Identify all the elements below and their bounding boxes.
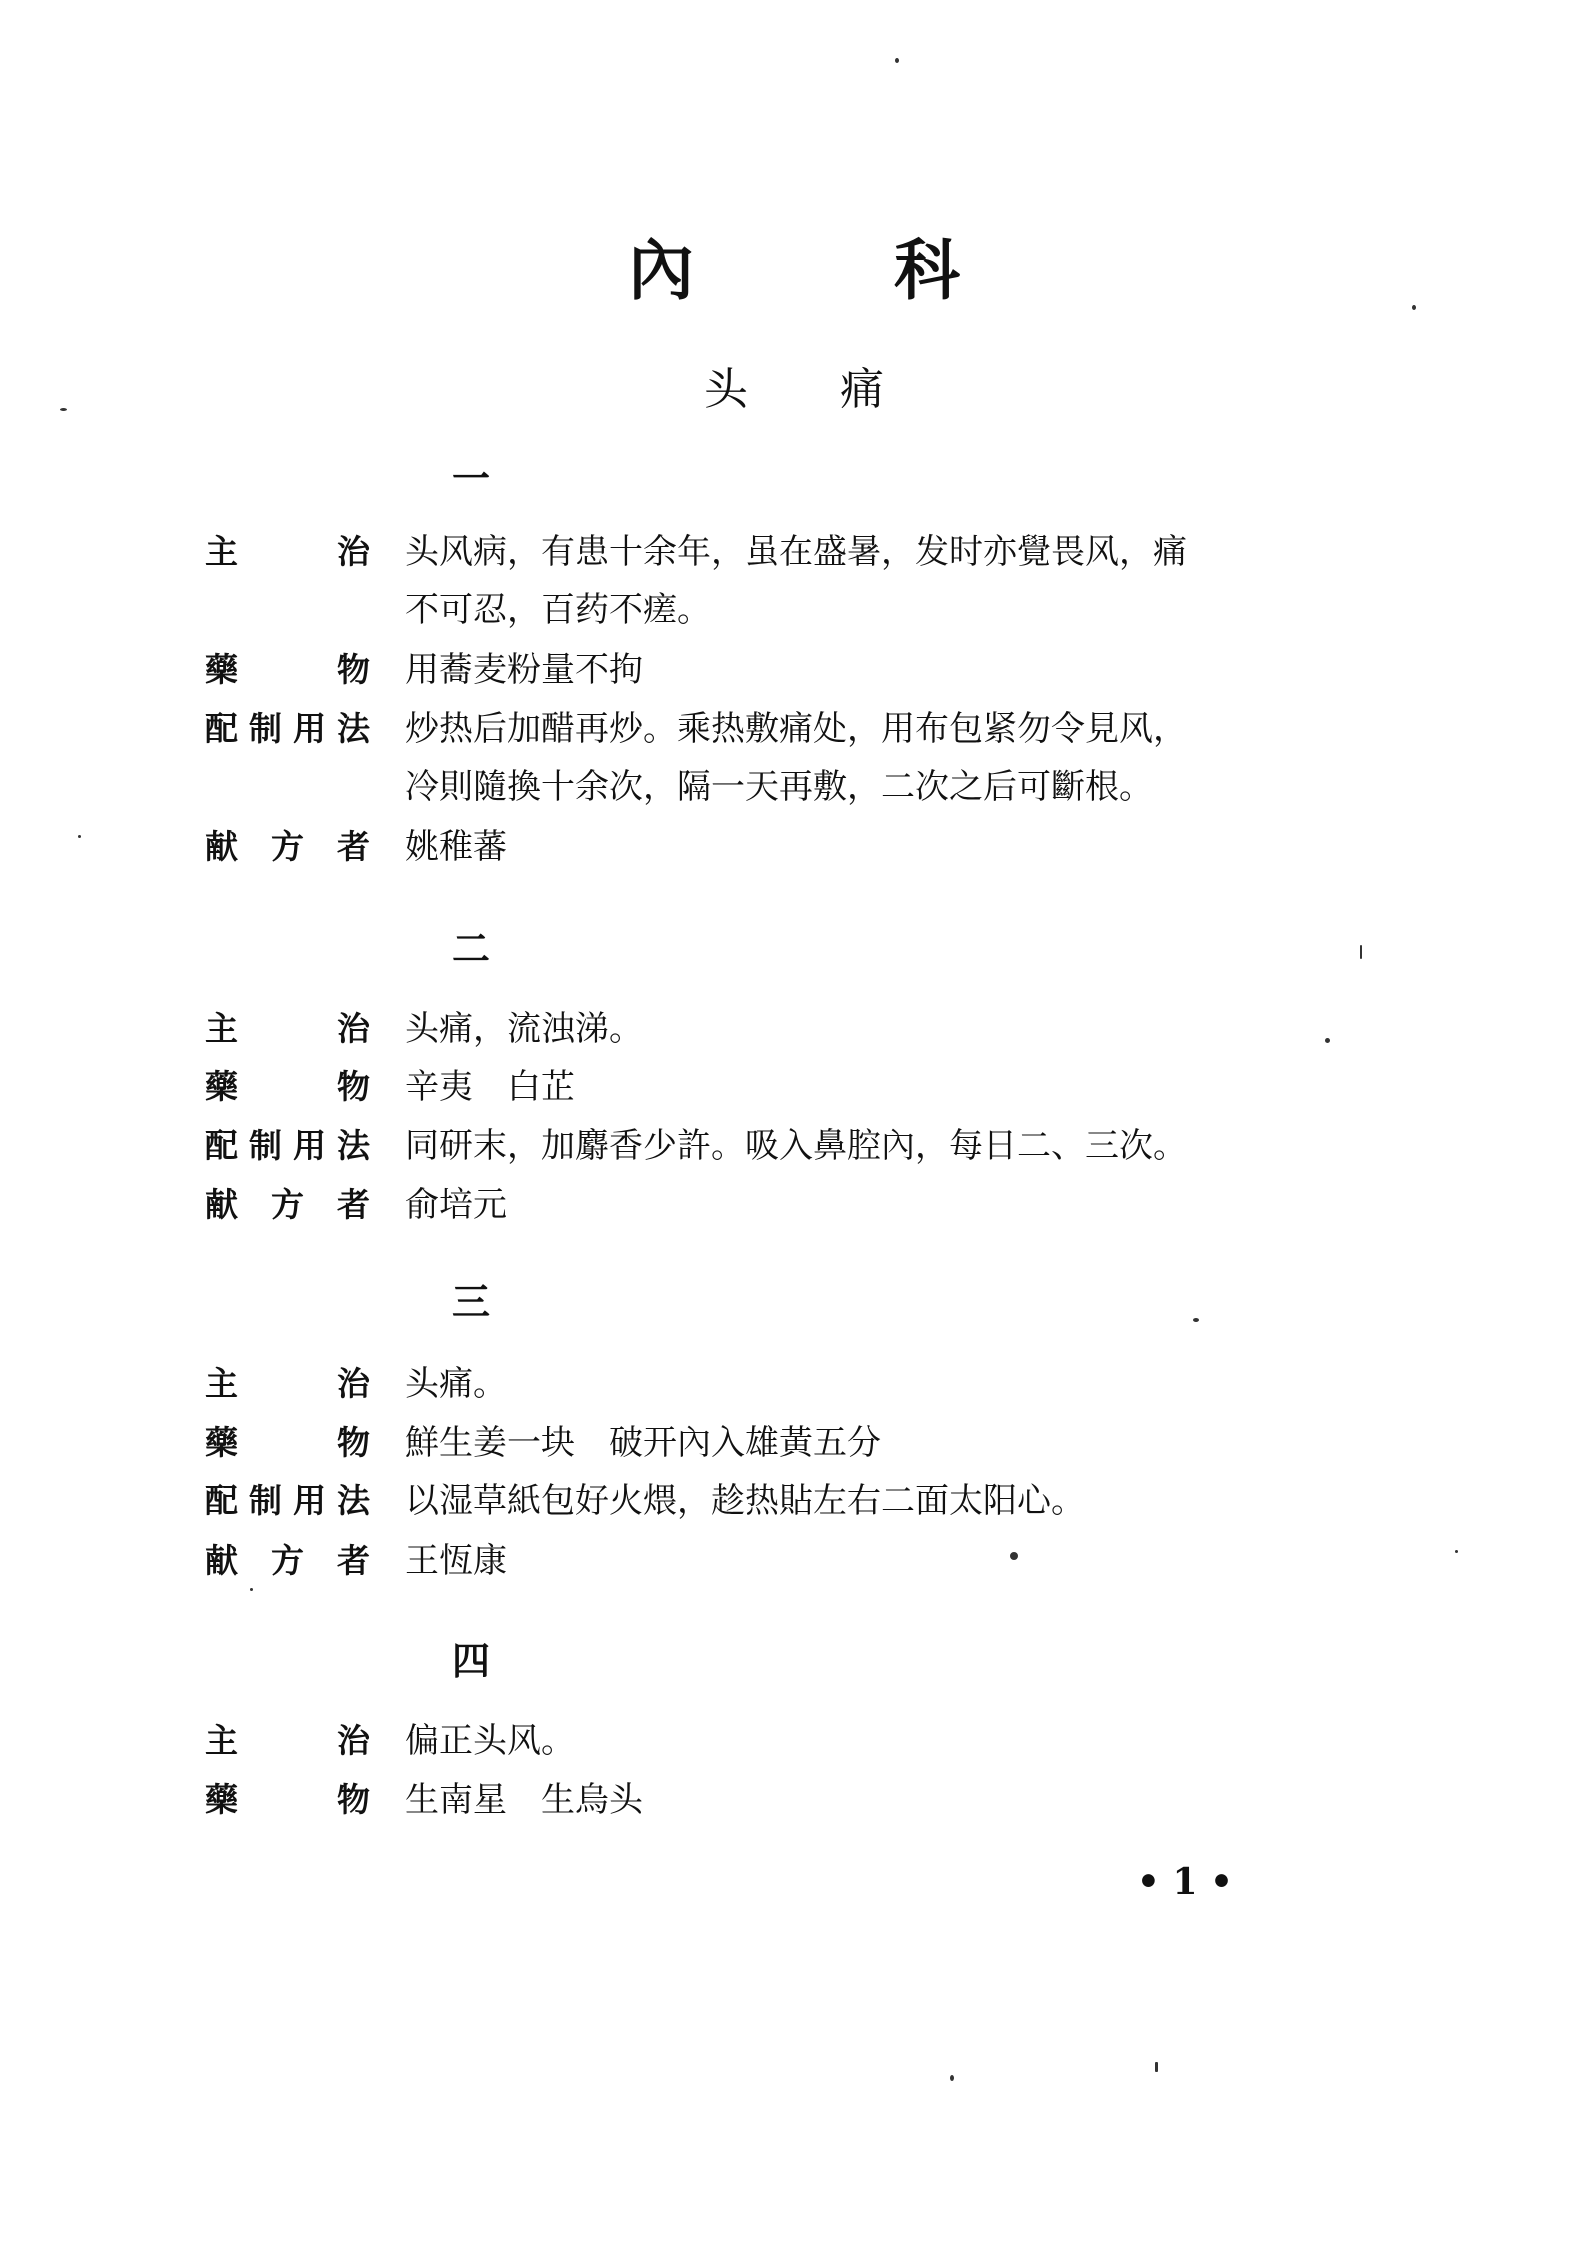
value-indication: 头风病，有患十余年，虽在盛暑，发时亦覺畏风，痛 不可忍，百药不瘥。: [405, 532, 1187, 630]
entry-number: 二: [452, 927, 491, 971]
value-preparation: 同研末，加麝香少許。吸入鼻腔內，每日二、三次。: [405, 1126, 1187, 1166]
label-medicine: 藥 物: [205, 650, 370, 689]
label-preparation: 配 制 用 法: [205, 709, 370, 748]
label-medicine: 藥 物: [205, 1423, 370, 1462]
scan-speck: [895, 58, 899, 63]
label-preparation: 配 制 用 法: [205, 1481, 370, 1520]
value-indication: 头痛。: [405, 1364, 507, 1404]
label-indication: 主 治: [205, 1721, 370, 1760]
label-preparation: 配 制 用 法: [205, 1126, 370, 1165]
value-medicine: 鮮生姜一块 破开內入雄黃五分: [405, 1423, 881, 1463]
label-contributor: 献 方 者: [205, 827, 370, 866]
scan-speck: [1325, 1038, 1330, 1043]
label-indication: 主 治: [205, 1364, 370, 1403]
section-title: [0, 364, 1588, 415]
scan-speck: [950, 2075, 954, 2081]
value-contributor: 王恆康: [405, 1541, 507, 1581]
entry-number: 三: [452, 1280, 491, 1324]
label-indication: 主 治: [205, 1009, 370, 1048]
scan-speck: [60, 408, 67, 411]
label-medicine: 藥 物: [205, 1780, 370, 1819]
page-number: • 1 •: [1136, 1861, 1234, 1903]
scan-speck: [250, 1588, 253, 1591]
label-contributor: 献 方 者: [205, 1185, 370, 1224]
scan-speck: [1010, 1552, 1018, 1560]
value-indication: 头痛，流浊涕。: [405, 1009, 643, 1049]
label-indication: 主 治: [205, 532, 370, 571]
label-medicine: 藥 物: [205, 1067, 370, 1106]
scan-speck: [1155, 2062, 1158, 2072]
scan-speck: [1193, 1318, 1199, 1322]
scan-speck: [78, 835, 81, 838]
value-preparation: 炒热后加醋再炒。乘热敷痛处，用布包紧勿令見风， 冷則隨換十余次，隔一天再敷，二次之后可斷根。: [405, 709, 1187, 807]
label-contributor: 献 方 者: [205, 1541, 370, 1580]
scan-speck: [1412, 305, 1416, 310]
value-contributor: 俞培元: [405, 1185, 507, 1225]
scan-speck: [1360, 945, 1362, 959]
value-medicine: 生南星 生烏头: [405, 1780, 643, 1820]
chapter-title-right: 科: [894, 232, 960, 309]
value-preparation: 以湿草紙包好火煨，趁热貼左右二面太阳心。: [405, 1481, 1085, 1521]
chapter-title: [0, 232, 1588, 309]
value-contributor: 姚稚蕃: [405, 827, 507, 867]
value-medicine: 用蕎麦粉量不拘: [405, 650, 643, 690]
scan-speck: [1455, 1550, 1458, 1553]
chapter-title-left: 內: [628, 232, 694, 309]
section-title-right: 痛: [840, 364, 884, 415]
section-title-left: 头: [704, 364, 748, 415]
value-medicine: 辛夷 白芷: [405, 1067, 575, 1107]
value-indication: 偏正头风。: [405, 1721, 575, 1761]
entry-number: 一: [452, 457, 491, 501]
entry-number: 四: [452, 1639, 491, 1683]
